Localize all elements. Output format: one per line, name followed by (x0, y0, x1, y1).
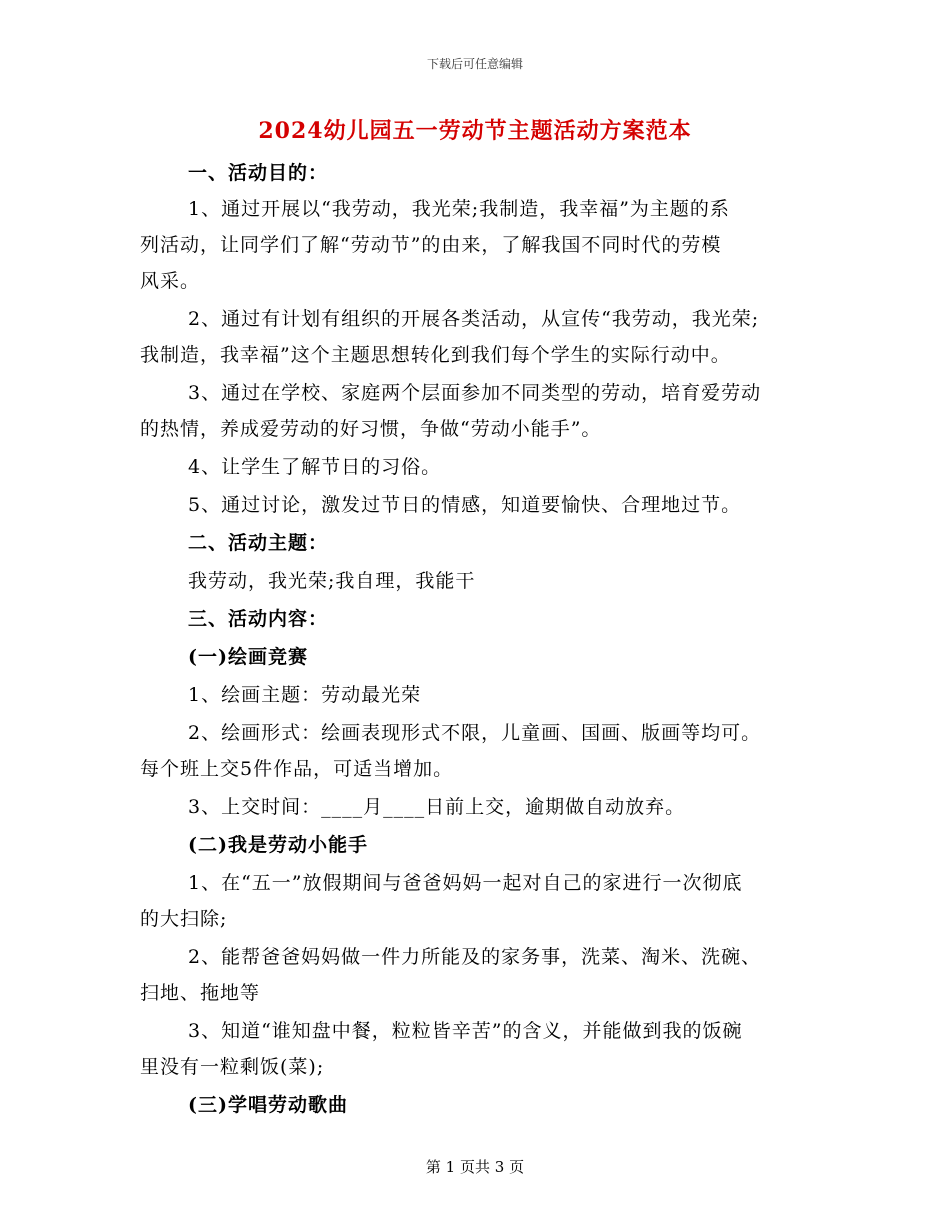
paragraph-line: 4、让学生了解节日的习俗。 (188, 456, 442, 478)
paragraph-line: 3、上交时间：____月____日前上交，逾期做自动放弃。 (188, 796, 686, 818)
page-footer: 第 1 页共 3 页 (425, 1158, 525, 1176)
section-heading: (三)学唱劳动歌曲 (188, 1094, 348, 1116)
paragraph-line: 3、通过在学校、家庭两个层面参加不同类型的劳动，培育爱劳动 (188, 382, 762, 404)
paragraph-line: 我劳动，我光荣;我自理，我能干 (188, 570, 476, 592)
section-heading: (二)我是劳动小能手 (188, 834, 368, 856)
paragraph-line: 1、通过开展以“我劳动，我光荣;我制造，我幸福”为主题的系 (188, 198, 730, 220)
paragraph-line: 风采。 (140, 270, 201, 292)
paragraph-line: 1、在“五一”放假期间与爸爸妈妈一起对自己的家进行一次彻底 (188, 872, 743, 894)
document-body (140, 155, 820, 1123)
paragraph-line: 扫地、拖地等 (140, 982, 261, 1004)
page-header: 下载后可任意编辑 (426, 57, 523, 71)
paragraph-line: 2、能帮爸爸妈妈做一件力所能及的家务事，洗菜、淘米、洗碗、 (188, 946, 762, 968)
paragraph-line: 1、绘画主题：劳动最光荣 (188, 684, 422, 706)
paragraph-line: 每个班上交5件作品，可适当增加。 (140, 758, 454, 780)
paragraph-line: 的热情，养成爱劳动的好习惯，争做“劳动小能手”。 (140, 418, 602, 440)
paragraph-line: 5、通过讨论，激发过节日的情感，知道要愉快、合理地过节。 (188, 494, 742, 516)
section-heading: (一)绘画竞赛 (188, 646, 308, 668)
paragraph-line: 的大扫除; (140, 908, 228, 930)
document-title: 2024幼儿园五一劳动节主题活动方案范本 (258, 118, 692, 144)
paragraph-line: 我制造，我幸福”这个主题思想转化到我们每个学生的实际行动中。 (140, 344, 731, 366)
paragraph-line: 2、通过有计划有组织的开展各类活动，从宣传“我劳动，我光荣; (188, 308, 760, 330)
section-heading: 三、活动内容： (188, 608, 329, 630)
section-heading: 一、活动目的： (188, 162, 329, 184)
paragraph-line: 里没有一粒剩饭(菜); (140, 1056, 325, 1078)
paragraph-line: 3、知道“谁知盘中餐，粒粒皆辛苦”的含义，并能做到我的饭碗 (188, 1020, 743, 1042)
section-heading: 二、活动主题： (188, 532, 329, 554)
paragraph-line: 2、绘画形式：绘画表现形式不限，儿童画、国画、版画等均可。 (188, 722, 762, 744)
paragraph-line: 列活动，让同学们了解“劳动节”的由来，了解我国不同时代的劳模 (140, 234, 722, 256)
